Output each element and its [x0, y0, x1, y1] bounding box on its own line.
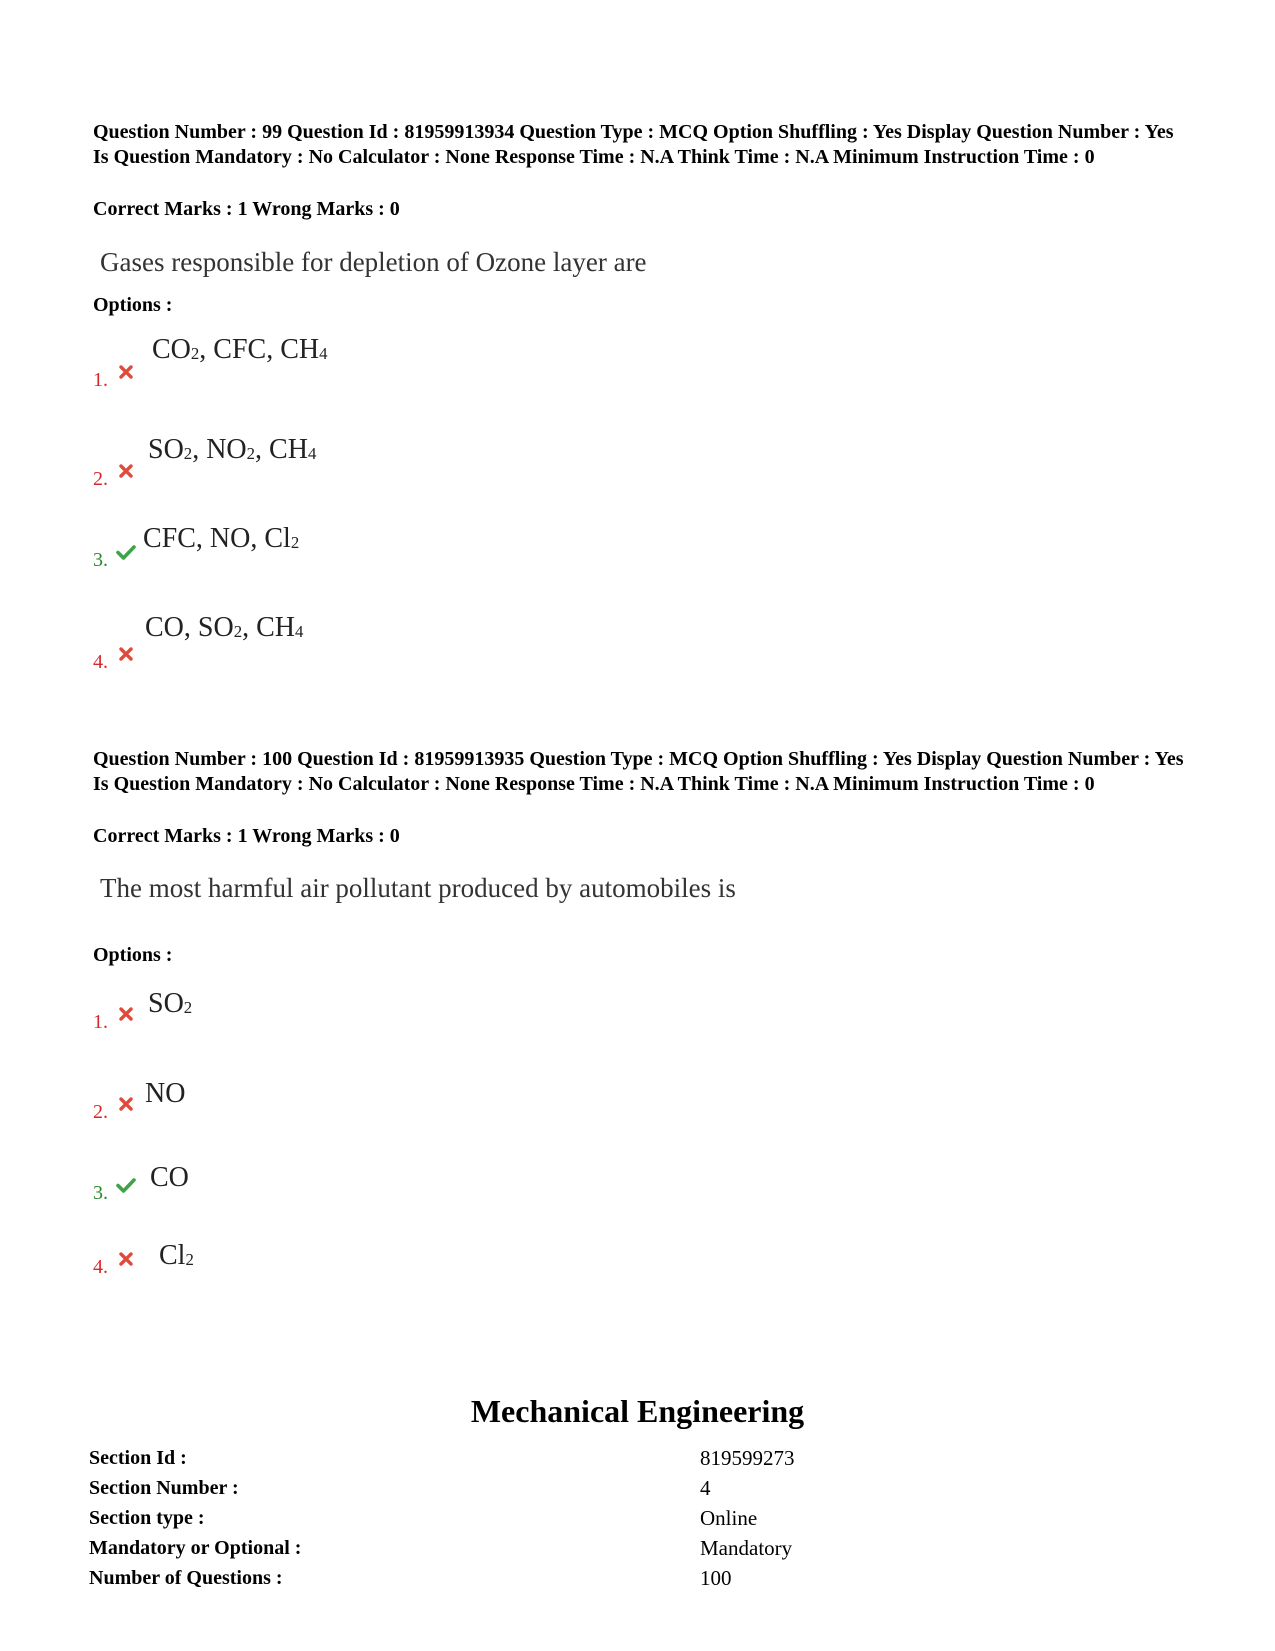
section-row-label: Section Id : — [89, 1447, 187, 1469]
option-number: 4. — [93, 1256, 108, 1278]
option-number: 3. — [93, 549, 108, 571]
option-text: $SO_2$, $NO_2$, $CH_4$ — [148, 434, 317, 465]
section-row-label: Section type : — [89, 1507, 205, 1529]
option-number: 1. — [93, 369, 108, 391]
option-text: NO — [145, 1078, 186, 1109]
section-title: Mechanical Engineering — [470, 1393, 805, 1429]
option-number: 2. — [93, 468, 108, 490]
section-row-value: 819599273 — [700, 1446, 795, 1470]
option-text: $CO_2$, CFC, $CH_4$ — [152, 334, 328, 365]
question-100-options-label: Options : — [93, 944, 173, 966]
option-text: CO, $SO_2$, $CH_4$ — [145, 612, 304, 643]
cross-icon — [116, 1250, 136, 1268]
cross-icon — [116, 645, 136, 663]
check-icon — [116, 543, 136, 561]
question-100-marks: Correct Marks : 1 Wrong Marks : 0 — [93, 825, 400, 847]
section-row-value: 100 — [700, 1566, 732, 1590]
section-row-value: Online — [700, 1506, 758, 1530]
question-99-meta: Question Number : 99 Question Id : 81959913934 Question Type : MCQ Option Shuffling : Yes Display Question Number : Yes Is Question Mandatory : No Calculator : None Response Time : N.A Think Time : N.A Minimum Instruction Time : 0 — [93, 121, 1174, 168]
option-text: CO — [150, 1162, 189, 1193]
question-99-options-label: Options : — [93, 294, 173, 316]
option-text: $Cl_2$ — [159, 1240, 194, 1271]
cross-icon — [116, 1005, 136, 1023]
question-100-text: The most harmful air pollutant produced by automobiles is — [100, 873, 736, 903]
section-row-label: Mandatory or Optional : — [89, 1537, 302, 1559]
cross-icon — [116, 462, 136, 480]
option-number: 3. — [93, 1182, 108, 1204]
section-row-label: Number of Questions : — [89, 1567, 283, 1589]
option-text: $SO_2$ — [148, 988, 193, 1019]
cross-icon — [116, 363, 136, 381]
question-99-text: Gases responsible for depletion of Ozone layer are — [100, 247, 647, 277]
section-row-value: 4 — [700, 1476, 711, 1500]
option-number: 1. — [93, 1011, 108, 1033]
option-number: 4. — [93, 651, 108, 673]
option-number: 2. — [93, 1101, 108, 1123]
cross-icon — [116, 1095, 136, 1113]
question-100-meta: Question Number : 100 Question Id : 81959913935 Question Type : MCQ Option Shuffling : Yes Display Question Number : Yes Is Question Mandatory : No Calculator : None Response Time : N.A Think Time : N.A Minimum Instruction Time : 0 — [93, 748, 1184, 795]
check-icon — [116, 1176, 136, 1194]
section-row-value: Mandatory — [700, 1536, 793, 1560]
option-text: CFC, NO, $Cl_2$ — [143, 523, 300, 554]
section-row-label: Section Number : — [89, 1477, 239, 1499]
question-99-marks: Correct Marks : 1 Wrong Marks : 0 — [93, 198, 400, 220]
